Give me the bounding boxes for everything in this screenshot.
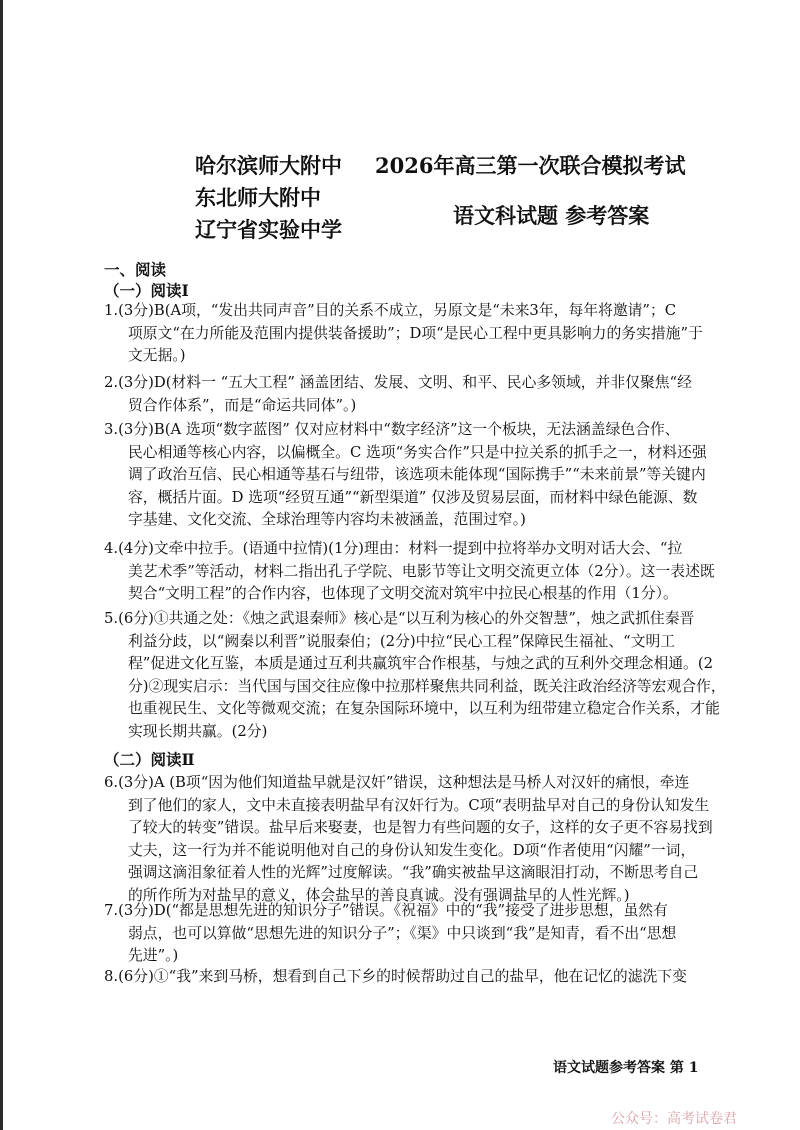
answer-line: 5.(6分)①共通之处：《烛之武退秦师》核心是“以互利为核心的外交智慧”，烛之武抓住秦晋 xyxy=(104,610,695,627)
answer-line: 项原文“在力所能及范围内提供装备援助”；D项“是民心工程中更具影响力的务实措施”于 xyxy=(128,324,703,342)
answer-line: 利益分歧，以“阙秦以利晋”说服秦伯；(2分)中拉“民心工程”保障民生福祉、“文明工 xyxy=(128,632,676,650)
answer-line: 容，概括片面。D 选项“经贸互通”“新型渠道” 仅涉及贸易层面，而材料中绿色能源、数 xyxy=(128,488,698,506)
answer-line: 实现长期共赢。(2分) xyxy=(128,722,268,740)
answer-line: 4.(4分)文牵中拉手。(语通中拉情)(1分)理由：材料一提到中拉将举办文明对话大会、“拉 xyxy=(104,540,683,557)
answer-item-5 xyxy=(104,608,772,744)
answer-line: 民心相通等核心内容，以偏概全。C 选项“务实合作”只是中拉关系的抓手之一，材料还强 xyxy=(128,443,707,461)
answer-line: 先进”。) xyxy=(128,947,179,965)
answer-line: 3.(3分)B(A 选项“数字蓝图” 仅对应材料中“数字经济”这一个板块，无法涵盖绿色合作、 xyxy=(104,421,680,438)
answer-line: 8.(6分)①“我”来到马桥，想看到自己下乡的时候帮助过自己的盐早，他在记忆的滤洗下变 xyxy=(104,968,687,985)
answer-item-6 xyxy=(104,772,772,908)
answer-line: 了较大的转变”错误。盐早后来娶妻，也是智力有些问题的女子，这样的女子更不容易找到 xyxy=(128,819,713,837)
answer-line: 2.(3分)D(材料一 “五大工程” 涵盖团结、发展、文明、和平、民心多领域，并非仅聚焦“经 xyxy=(104,374,692,391)
exam-subtitle: 语文科试题 参考答案 xyxy=(453,203,650,228)
exam-title: 2026年高三第一次联合模拟考试 xyxy=(375,153,686,178)
watermark: 公众号：高考试卷君 xyxy=(611,1111,737,1127)
answer-item-1 xyxy=(104,300,772,368)
section-heading-reading-1: （一）阅读Ⅰ xyxy=(104,281,189,300)
answer-line: 美艺术季”等活动，材料二指出孔子学院、电影节等让文明交流更立体（2分）。这一表述既 xyxy=(128,562,715,580)
answer-line: 6.(3分)A (B项“因为他们知道盐早就是汉奸”错误，这种想法是马桥人对汉奸的痛恨，牵连 xyxy=(104,774,690,791)
answer-line: 也重视民生、文化等微观交流；在复杂国际环境中，以互利为纽带建立稳定合作关系，才能 xyxy=(128,700,720,718)
answer-line: 1.(3分)B(A项，“发出共同声音”目的关系不成立，另原文是“未来3年，每年将邀请”；C xyxy=(104,302,677,319)
page-footer: 语文试题参考答案 第 1 xyxy=(553,1060,699,1076)
school-name: 辽宁省实验中学 xyxy=(195,217,342,242)
answer-line: 程”促进文化互鉴，本质是通过互利共赢筑牢合作根基，与烛之武的互利外交理念相通。(2 xyxy=(128,655,714,673)
answer-line: 字基建、文化交流、全球治理等内容均未被涵盖，范围过窄。) xyxy=(128,511,526,529)
answer-line: 7.(3分)D(“都是思想先进的知识分子”错误。《祝福》中的“我”接受了进步思想，虽然有 xyxy=(104,902,668,919)
answer-item-4 xyxy=(104,538,772,606)
section-heading-reading: 一、阅读 xyxy=(104,260,167,279)
answer-line: 调了政治互信、民心相通等基石与纽带，该选项未能体现“国际携手”“未来前景”等关键内 xyxy=(128,466,706,484)
answer-item-8 xyxy=(104,966,772,989)
answer-line: 契合“文明工程”的合作内容，也体现了文明交流对筑牢中拉民心根基的作用（1分）。 xyxy=(128,585,678,603)
answer-item-7 xyxy=(104,900,772,968)
school-name: 哈尔滨师大附中 xyxy=(195,153,342,178)
section-heading-reading-2: （二）阅读Ⅱ xyxy=(104,750,195,769)
answer-line: 到了他们的家人，文中未直接表明盐早有汉奸行为。C项“表明盐早对自己的身份认知发生 xyxy=(128,796,710,814)
answer-item-2 xyxy=(104,372,772,417)
answer-line: 强调这滴泪象征着人性的光辉”过度解读。“我”确实被盐早这滴眼泪打动，不断思考自己 xyxy=(128,864,699,882)
answer-line: 弱点，也可以算做“思想先进的知识分子”；《渠》中只谈到“我”是知青，看不出“思想 xyxy=(128,924,677,942)
answer-line: 丈夫，这一行为并不能说明他对自己的身份认知发生变化。D项“作者使用“闪耀”一词， xyxy=(128,841,696,859)
school-name: 东北师大附中 xyxy=(195,185,321,210)
answer-line: 文无据。) xyxy=(128,347,186,365)
school-names xyxy=(195,150,342,246)
answer-line: 分)②现实启示：当代国与国交往应像中拉那样聚焦共同利益，既关注政治经济等宏观合作， xyxy=(128,677,726,695)
answer-line: 的所作所为对盐早的意义，体会盐早的善良真诚。没有强调盐早的人性光辉。) xyxy=(128,886,630,904)
answer-item-3 xyxy=(104,419,772,532)
answer-line: 贸合作体系”，而是“命运共同体”。) xyxy=(128,396,357,414)
scan-left-border xyxy=(0,0,3,1130)
